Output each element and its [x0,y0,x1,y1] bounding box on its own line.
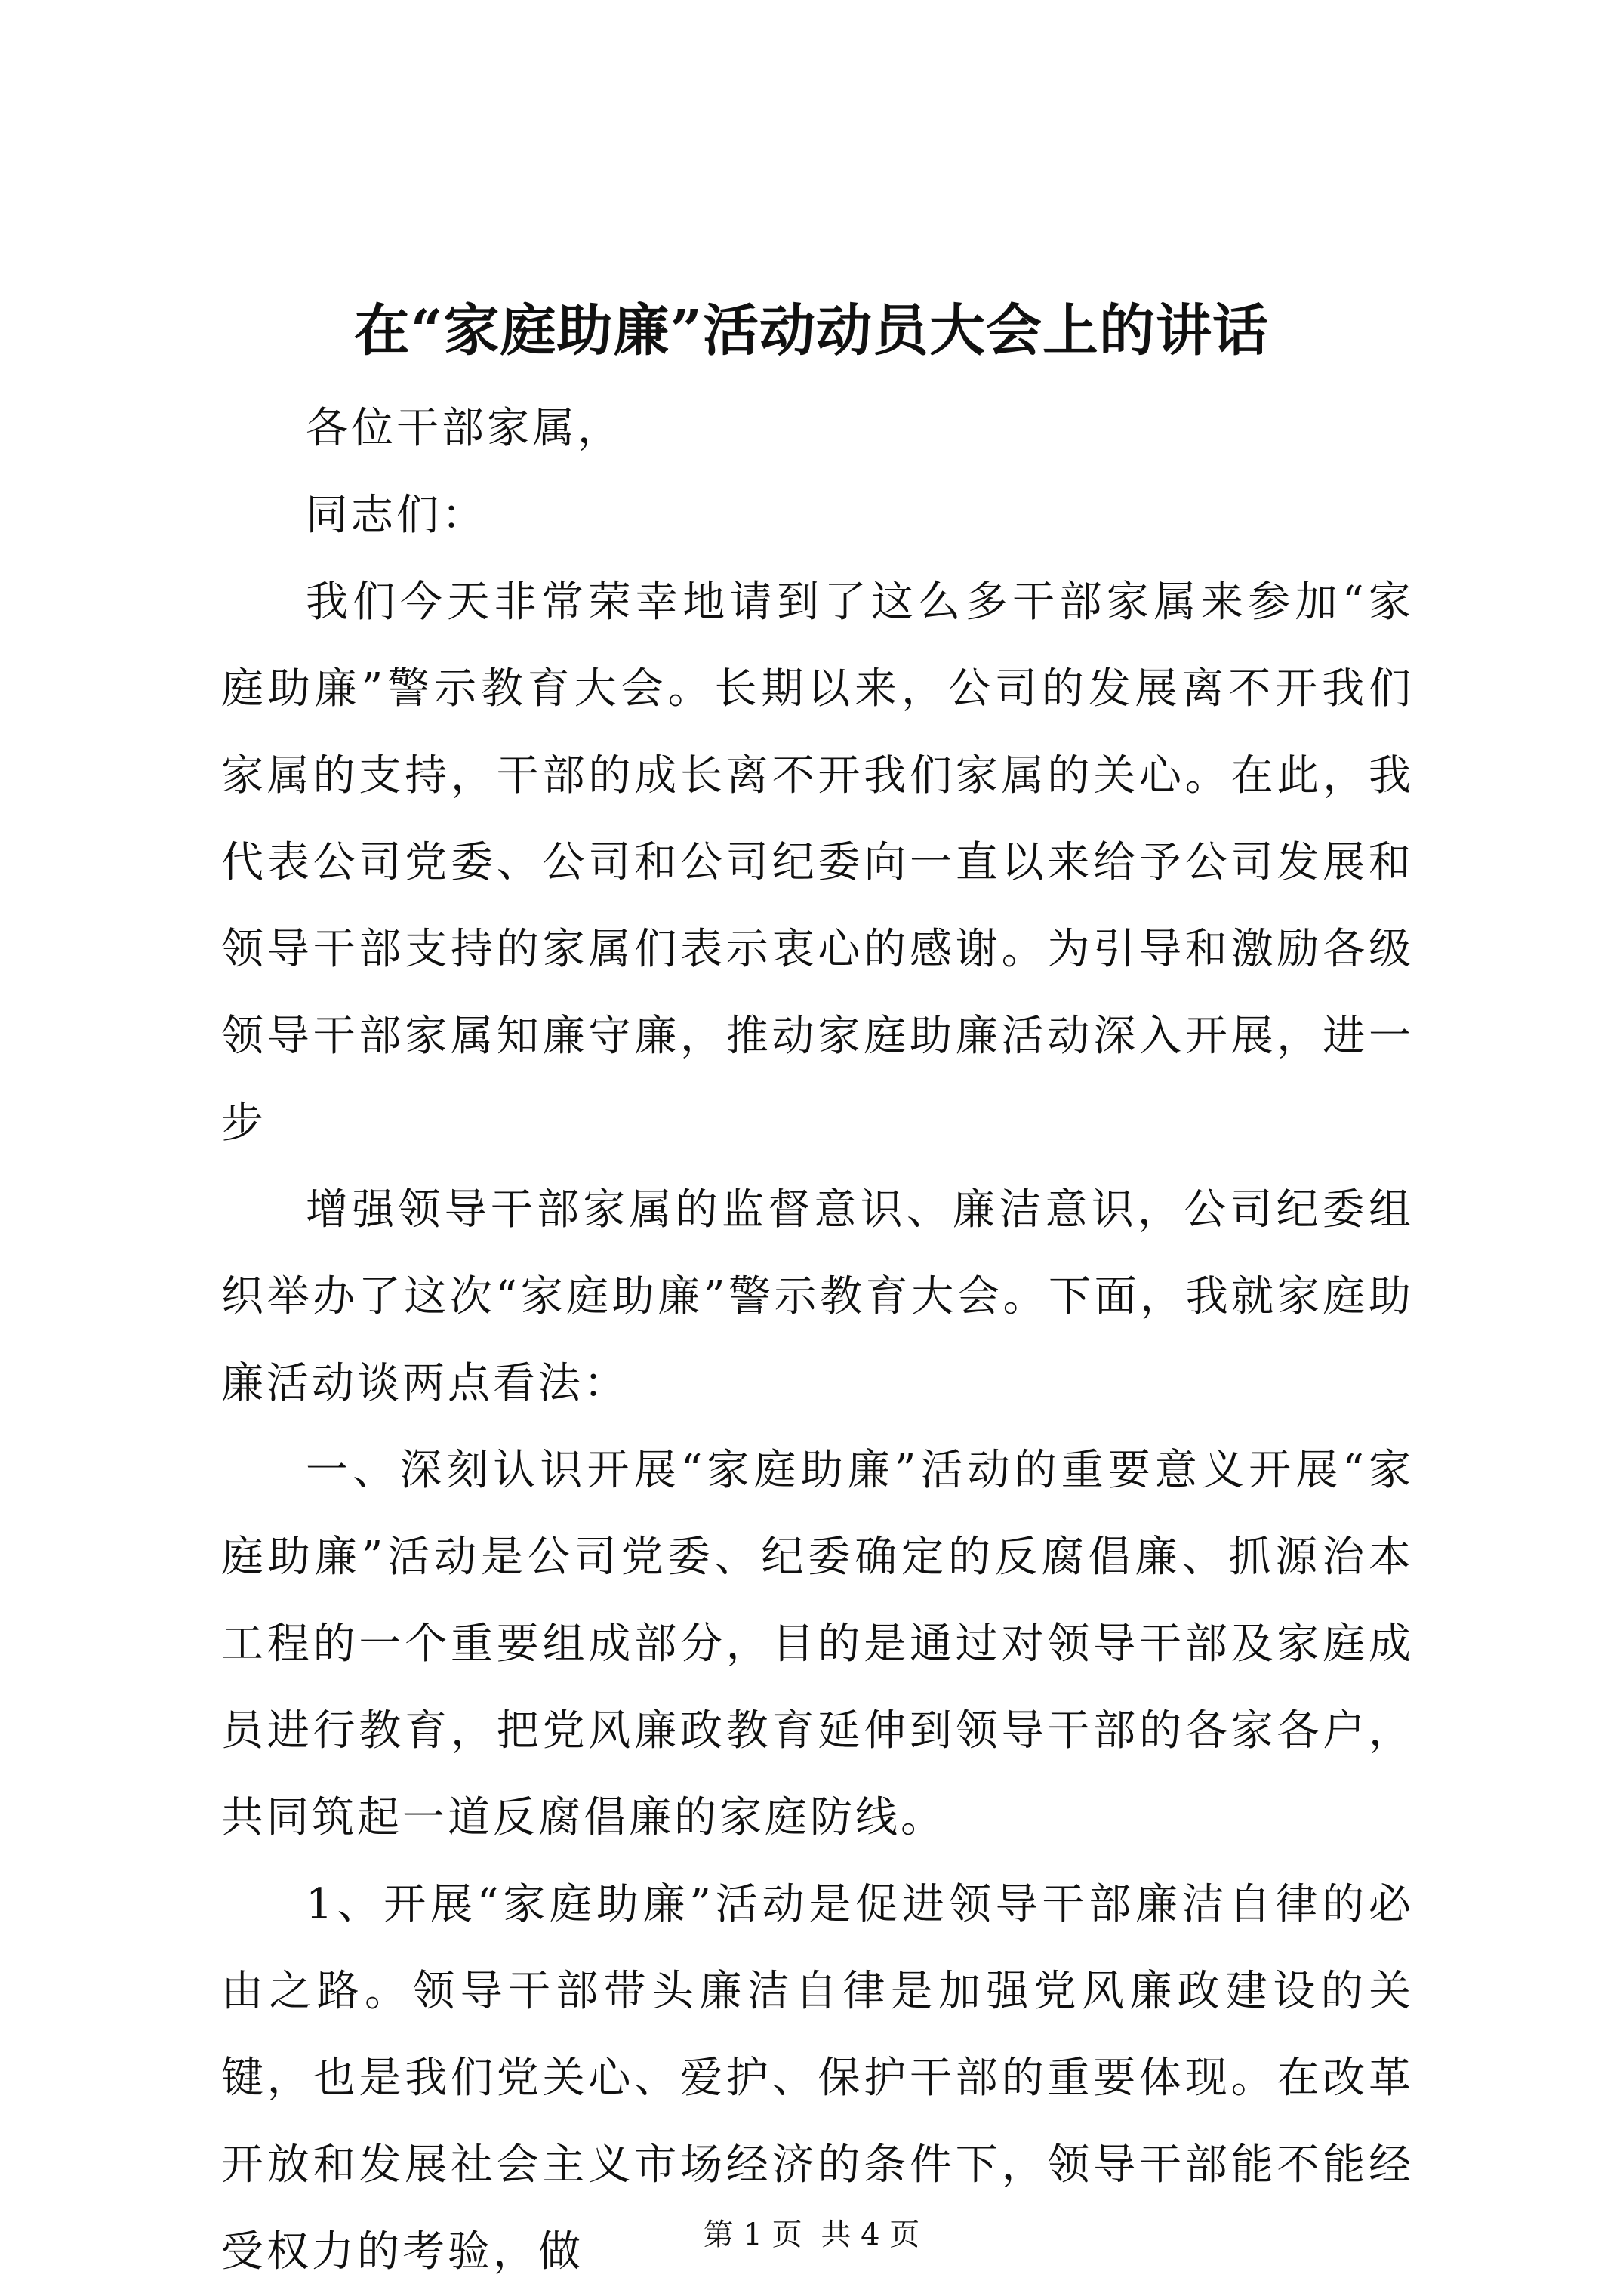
page-footer [0,2212,1623,2257]
document-title: 在“家庭助廉”活动动员大会上的讲话 [353,298,1270,363]
paragraph-opening: 我们今天非常荣幸地请到了这么多干部家属来参加“家庭助廉”警示教育大会。长期以来，公司的发展离不开我们家属的支持，干部的成长离不开我们家属的关心。在此，我代表公司党委、公司和公司纪委向一直以来给予公司发展和领导干部支持的家属们表示衷心的感谢。为引导和激励各级领导干部家属知廉守廉，推动家庭助廉活动深入开展，进一步 [221,578,1414,1148]
paragraph-purpose: 增强领导干部家属的监督意识、廉洁意识，公司纪委组织举办了这次“家庭助廉”警示教育大会。下面，我就家庭助廉活动谈两点看法： [221,1185,1414,1408]
paragraph-point-one: 1、开展“家庭助廉”活动是促进领导干部廉洁自律的必由之路。领导干部带头廉洁自律是加强党风廉政建设的关键，也是我们党关心、爱护、保护干部的重要体现。在改革开放和发展社会主义市场经济的条件下，领导干部能不能经受权力的考验，做 [221,1880,1414,2276]
page-number: 第 1 页 [703,2217,802,2252]
paragraph-section-one: 一、深刻认识开展“家庭助廉”活动的重要意义开展“家庭助廉”活动是公司党委、纪委确定的反腐倡廉、抓源治本工程的一个重要组成部分，目的是通过对领导干部及家庭成员进行教育，把党风廉政教育延伸到领导干部的各家各户，共同筑起一道反腐倡廉的家庭防线。 [221,1446,1414,1842]
paragraph-salutation-2: 同志们： [306,491,487,540]
page-total: 共 4 页 [821,2217,920,2252]
paragraph-salutation-1: 各位干部家属， [306,404,623,453]
document-body [221,385,1414,2295]
